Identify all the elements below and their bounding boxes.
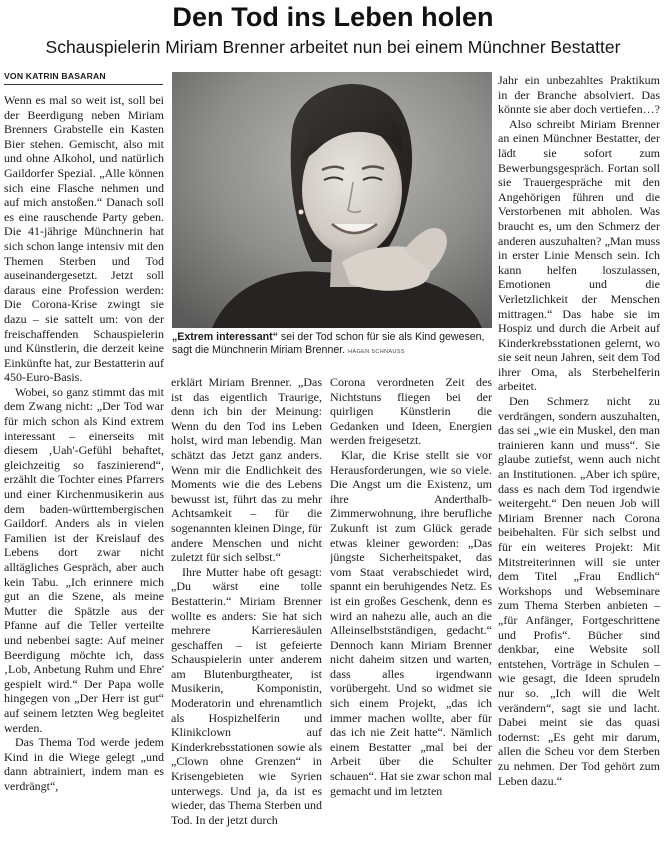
headline: Den Tod ins Leben holen [172,2,494,32]
portrait-photo [172,72,492,328]
byline: VON KATRIN BASARAN [4,71,163,85]
paragraph: Jahr ein unbezahltes Praktikum in der Branche absolviert. Das könnte sie aber doch vertiefen…? [498,73,660,117]
paragraph: Wenn es mal so weit ist, soll bei der Beerdigung neben Miriam Brenners Grabstelle ein Kasten Bier stehen. Gemischt, also mit und ohne Alkohol, und natürlich Gaildorfer Spezial. „Alle können sich eine Flasche nehmen und auf mich anstoßen.“ Danach soll es eine rauschende Party geben. Die 41-jährige Münchnerin hat sich schon lange intensiv mit den Themen Sterben und Tod auseinandergesetzt. Jetzt soll daraus eine Profession werden: Die Corona-Krise zwingt sie dazu – sie sattelt um: von der freischaffenden Schauspielerin und Künstlerin, die derzeit keine Einkünfte hat, zur Bestatterin auf 450-Euro-Basis. [4,93,164,385]
paragraph: Also schreibt Miriam Brenner an einen Münchner Bestatter, der lädt sie sofort zum Bewerbungsgespräch. Fortan soll sie Trauergespräche mit den Angehörigen führen und die Verstorbenen mit abholen. Was braucht es, um den Schmerz der anderen auszuhalten? „Man muss in erster Linie Mensch sein. Ich kann helfen loszulassen, Emotionen und die Verletzlichkeit der Menschen mittragen.“ Das habe sie im Hospiz und durch die Arbeit auf Kinderkrebsstationen gelernt, wo sie seit neun Jahren, seit dem Tod ihrer Oma, als Sterbehelferin arbeitet. [498,116,660,394]
article-column-4 [498,73,660,837]
article-column-2 [171,375,322,837]
portrait-photo-illustration [172,72,492,328]
paragraph: Corona verordneten Zeit des Nichtstuns fliegen bei der quirligen Künstlerin die Gedanken und Ideen, Energien werden freigesetzt. [330,375,492,448]
paragraph: Klar, die Krise stellt sie vor Herausforderungen, wie so viele. Die Angst um die Existenz, um ihre Anderthalb-Zimmerwohnung, ihre berufliche Zukunft ist zum Glück gerade etwas kleiner geworden: „Das jüngste Sicherheitspaket, das vom Staat verabschiedet wird, spannt ein beruhigendes Netz. Es ist ein großes Geschenk, denn es wird an nahezu alle, auch an die Alleinselbstständigen, gedacht.“ Dennoch kann Miriam Brenner nicht daheim sitzen und warten, dass alles irgendwann vorübergeht. Und so widmet sie sich einem Projekt, „das ich immer machen wollte, aber für das ich nie Zeit hatte“. Nämlich einem Bestatter „mal bei der Arbeit über die Schulter schauen“. Hat sie zwar schon mal gemacht und im letzten [330,447,492,798]
paragraph: erklärt Miriam Brenner. „Das ist das eigentlich Traurige, denn ich bin der Meinung: Wenn du den Tod ins Leben holst, wird man lebendig. Man schätzt das Jetzt ganz anders. Wenn mir die Endlichkeit des Moments wie die des Lebens bewusst ist, führt das zu mehr Achtsamkeit – für die sogenannten kleinen Dinge, für andere Menschen und nicht zuletzt für sich selbst.“ [171,375,322,565]
photo-credit: HAGEN SCHNAUSS [348,349,405,355]
article-column-3 [330,375,492,837]
paragraph: Wobei, so ganz stimmt das mit dem Zwang nicht: „Der Tod war für mich schon als Kind extrem interessant – einerseits mit diesem ‚Uah'-Gefühl behaftet, gleichzeitig so faszinierend“, erzählt die Tochter eines Pfarrers und einer Kirchenmusikerin aus dem baden-württembergischen Gaildorf. Anders als in vielen Familien ist der Kreislauf des Lebens dort zwar nicht alltägliches Gespräch, aber auch kein Tabu. „Ich erinnere mich gut an die Szene, als meine Mutter die Spätzle aus der Pfanne auf die Teller verteilte und nebenbei sagte: Auf meiner Beerdigung möchte ich, dass ‚Lob, Anbetung Ruhm und Ehre' gespielt wird.“ Der Papa wolle hingegen von „Der Herr ist gut“ auf seinem letzten Weg begleitet werden. [4,384,164,735]
paragraph: Den Schmerz nicht zu verdrängen, sondern auszuhalten, das sei „wie ein Muskel, den man trainieren kann und muss“. Sie glaube zutiefst, wenn auch nicht an Institutionen. „Aber ich spüre, dass es nach dem Tod irgendwie weitergeht.“ Den neuen Job will Miriam Brenner nach Corona beibehalten. Für sich selbst und für ein weiteres Projekt: Mit Mitstreiterinnen will sie unter dem Titel „Frau Endlich“ Workshops und Webseminare zum Thema Sterben anbieten – „für Anfänger, Fortgeschrittene und Profis“. Bücher sind denkbar, eine Website soll entstehen, Vorträge in Schulen – wie gesagt, die Ideen sprudeln nur so. „Ich will die Welt verändern“, sagt sie und lacht. Dabei meint sie das quasi todernst: „Es geht mir darum, allen die Scheu vor dem Sterben zu nehmen. Der Tod gehört zum Leben dazu.“ [498,394,660,788]
caption-lead: „Extrem interessant“ [172,331,278,343]
caption-text: sei der Tod schon für sie als Kind gewesen, sagt die Münchnerin Miriam Brenner. [172,331,485,356]
article-column-1 [4,93,164,837]
paragraph: Ihre Mutter habe oft gesagt: „Du wärst eine tolle Bestatterin.“ Miriam Brenner wollte es anders: Sie hat sich mehrere Karrieresäulen geschaffen – ist gefeierte Schauspielerin unter anderem am Blutenburgtheater, ist Musikerin, Komponistin, Moderatorin und ehrenamtlich als Hospizhelferin und Klinikclown auf Kinderkrebsstationen sowie als „Clown ohne Grenzen“ in Krisengebieten wie Syrien unterwegs. Und ja, da ist es wieder, das Thema Sterben und Tod. In der jetzt durch [171,564,322,827]
paragraph: Das Thema Tod werde jedem Kind in die Wiege gelegt „und dann abtrainiert, indem man es verdrängt“, [4,735,164,793]
photo-caption [172,331,492,359]
subheadline: Schauspielerin Miriam Brenner arbeitet nun bei einem Münchner Bestatter [45,37,621,57]
